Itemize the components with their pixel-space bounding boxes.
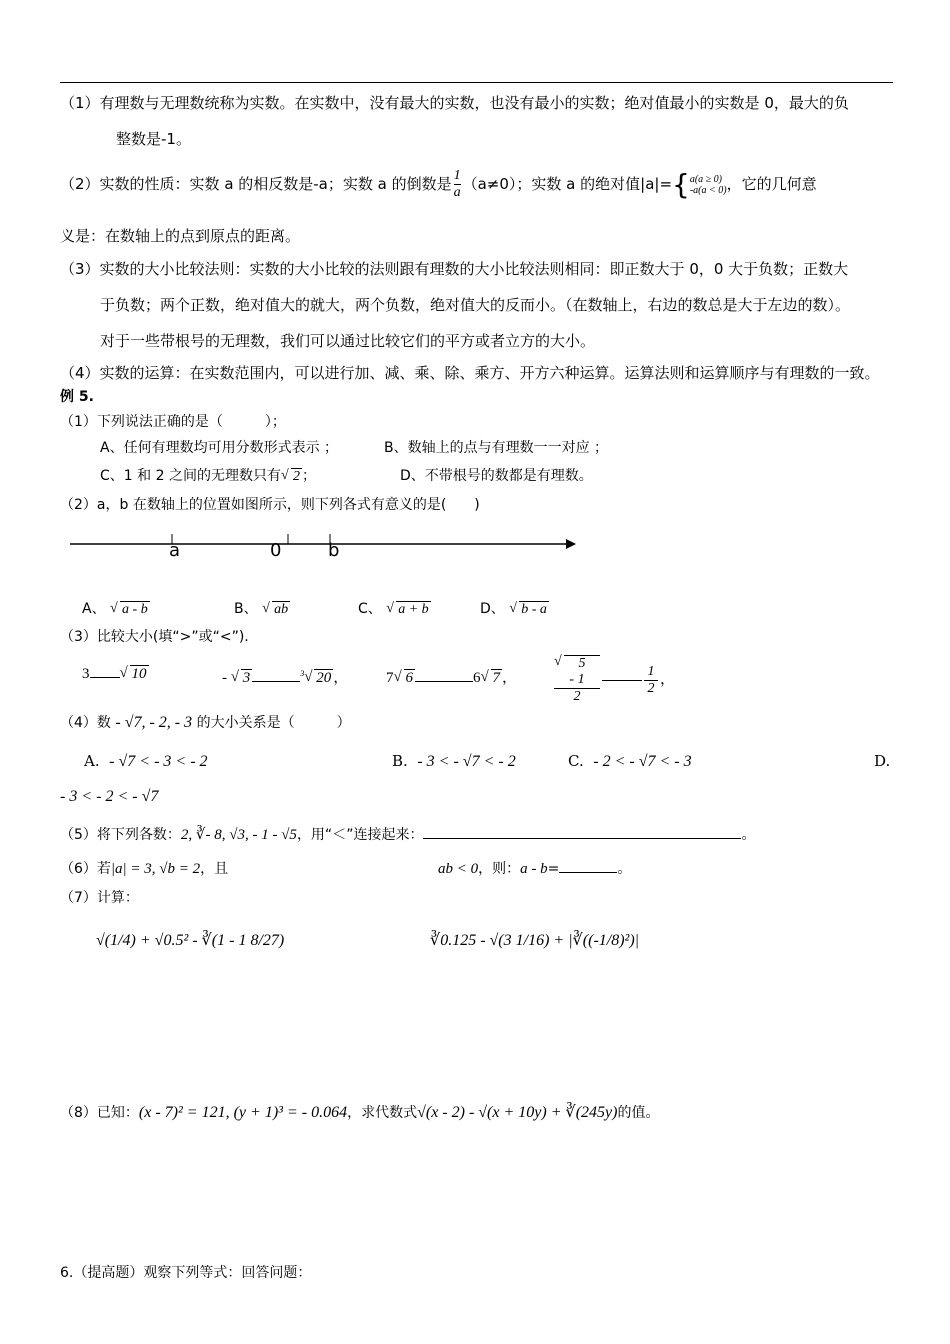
q2-option-b: B、 √ ab (234, 598, 290, 618)
note-3-line-2: 于负数；两个正数，绝对值大的就大，两个负数，绝对值大的反而小。（在数轴上，右边的数总是大于左边的数）。 (100, 296, 851, 314)
q1-option-d: D、不带根号的数都是有理数。 (400, 468, 593, 484)
q1-option-a: A、任何有理数均可用分数形式表示 ； (100, 440, 339, 456)
axis-label-b: b (328, 540, 340, 561)
q3-item-4: √ 5 - 1 2 $\frac{1}{2}$ ， (552, 655, 675, 705)
q7-stem: （7）计算： (60, 890, 139, 906)
q7-expression-2: ∛0.125 - √(3 1/16) + |∛((-1/8)²)| (430, 932, 640, 949)
q4-option-b: B. - 3 < - √7 < - 2 (392, 752, 516, 770)
q4-option-c: C. - 2 < - √7 < - 3 (568, 752, 692, 770)
number-line (68, 528, 580, 562)
q3-item-2: - √ 3 $^3$√ 20 ， (222, 666, 348, 687)
q5: （5）将下列各数：2, ∛- 8, √3, - 1 - √5，用“＜”连接起来： 。 (60, 827, 756, 843)
q2-stem: （2）a，b 在数轴上的位置如图所示，则下列各式有意义的是( ) (60, 497, 480, 513)
example-title: 例 5. (60, 389, 94, 405)
q3-stem: （3）比较大小(填“>”或“<”). (60, 629, 249, 645)
q1-option-c: C、1 和 2 之间的无理数只有√ 2 ； (100, 465, 316, 485)
q2-option-c: C、 √ a + b (358, 598, 431, 618)
top-rule (60, 82, 893, 83)
problem-6-stem: 6.（提高题）观察下列等式：回答问题： (60, 1265, 312, 1281)
q3-item-1: 3√ 10 (82, 666, 149, 683)
note-3-line-1: （3）实数的大小比较法则：实数的大小比较的法则跟有理数的大小比较法则相同：即正数大于 0，0 大于负数；正数大 (60, 260, 849, 278)
axis-label-0: 0 (270, 540, 282, 561)
q4-option-d: - 3 < - 2 < - √7 (60, 788, 159, 805)
note-1-line-1: （1）有理数与无理数统称为实数。在实数中，没有最大的实数，也没有最小的实数；绝对值最小的实数是 0，最大的负 (60, 94, 849, 112)
note-1-line-2: 整数是-1。 (116, 130, 191, 148)
q2-option-d: D、 √ b - a (480, 598, 549, 618)
note-3-line-3: 对于一些带根号的无理数，我们可以通过比较它们的平方或者立方的大小。 (100, 332, 596, 350)
q1-option-b: B、数轴上的点与有理数一一对应 ； (384, 440, 609, 456)
axis-label-a: a (169, 540, 181, 561)
note-2-line-1: （2）实数的性质：实数 a 的相反数是-a；实数 a 的倒数是 $\frac{1}{a}$ （a≠0）；实数 a 的绝对值|a|={ a(a ≥ 0) -a(a < 0) ，它的几何意 (60, 168, 817, 201)
q4-stem: （4）数 - √7, - 2, - 3 的大小关系是（ ） (60, 714, 351, 731)
note-2-line-2: 义是：在数轴上的点到原点的距离。 (60, 227, 301, 245)
q8: （8）已知：(x - 7)² = 121, (y + 1)³ = - 0.064，求代数式√(x - 2) - √(x + 10y) + ∛(245y)的值。 (60, 1104, 660, 1121)
q6-condition: ab < 0，则：a - b= 。 (438, 861, 632, 877)
q7-expression-1: √(1/4) + √0.5² - ∛(1 - 1 8/27) (96, 932, 285, 949)
q4-option-a: A. - √7 < - 3 < - 2 (84, 752, 208, 770)
reciprocal-fraction: $\frac{1}{a}$ (453, 168, 461, 200)
number-line-arrow (566, 539, 576, 549)
q1-stem: （1）下列说法正确的是（ ）； (60, 414, 286, 430)
q4-option-d-label: D. (874, 752, 891, 770)
q3-item-3: 7√ 6 6√ 7 ， (386, 666, 517, 687)
q2-option-a: A、 √ a - b (82, 598, 150, 618)
abs-cases: a(a ≥ 0) -a(a < 0) (689, 173, 727, 196)
note-4: （4）实数的运算：在实数范围内，可以进行加、减、乘、除、乘方、开方六种运算。运算法则和运算顺序与有理数的一致。 (60, 364, 880, 382)
q6: （6）若|a| = 3, √b = 2，且 (60, 861, 229, 877)
